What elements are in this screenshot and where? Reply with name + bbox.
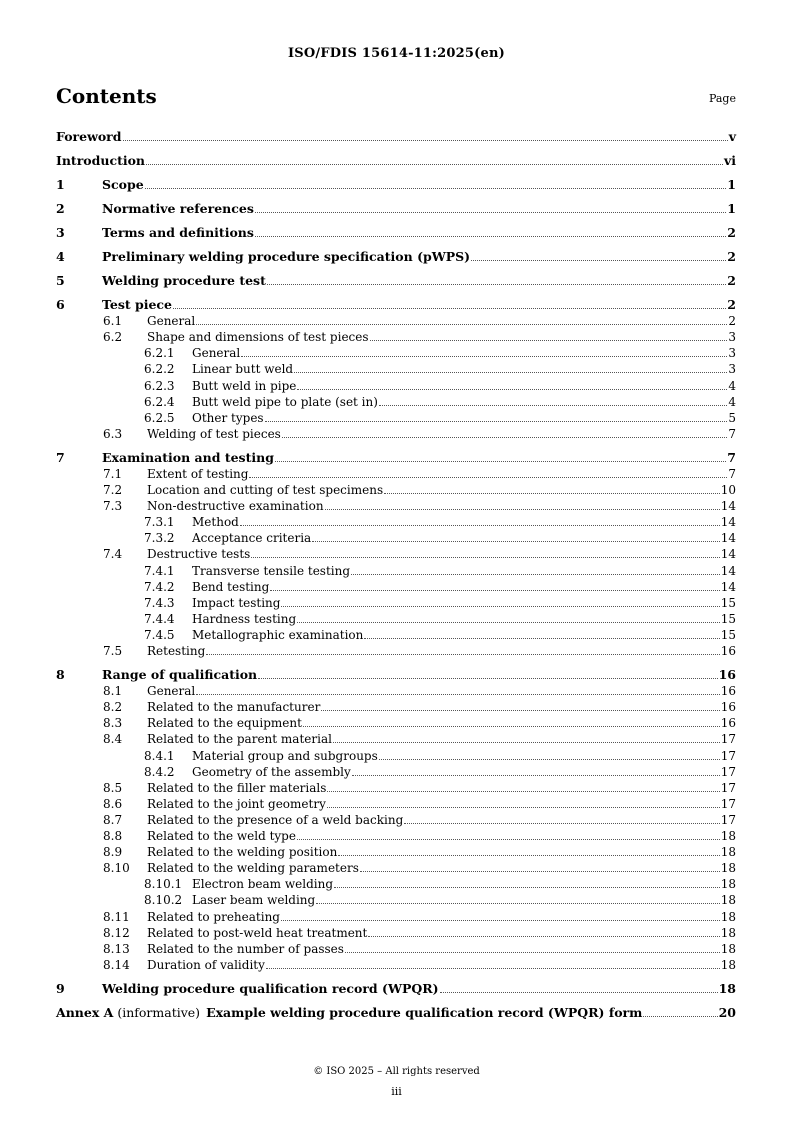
toc-entry-page: 18 xyxy=(720,925,736,940)
toc-entry-title: Acceptance criteria xyxy=(192,531,312,546)
dot-leader xyxy=(321,709,719,711)
toc-entry-number: 8.10 xyxy=(103,861,130,876)
page-column-label: Page xyxy=(708,92,736,105)
toc-entry-number: 7.4 xyxy=(103,547,123,562)
dot-leader xyxy=(240,524,720,526)
toc-entry-title: Method xyxy=(192,515,239,530)
toc-entry-page: 18 xyxy=(720,941,736,956)
toc-entry-title: General xyxy=(192,346,241,361)
toc-entry-number: 8.5 xyxy=(103,780,123,795)
toc-entry-number: 6.2.4 xyxy=(144,394,175,409)
dot-leader xyxy=(364,637,719,639)
toc-entry-page: 18 xyxy=(718,980,736,996)
dot-leader xyxy=(360,870,720,872)
toc-entry-page: 5 xyxy=(728,410,736,425)
toc-entry-title: Metallographic examination xyxy=(192,627,364,642)
toc-entry-page: 4 xyxy=(728,378,736,393)
dot-leader xyxy=(327,806,720,808)
toc-entry-page: 16 xyxy=(720,700,736,715)
toc-entry-page: 2 xyxy=(727,273,736,288)
toc-entry-number: 6.2.2 xyxy=(144,362,175,377)
toc-entry-page: 2 xyxy=(727,249,736,264)
toc-entry-title: Related to the welding position xyxy=(147,845,338,860)
toc-entry-page: 18 xyxy=(720,957,736,972)
toc-entry-page: 10 xyxy=(720,483,736,497)
toc-entry-number: 7 xyxy=(56,449,65,465)
toc-entry-number: 4 xyxy=(56,249,65,264)
toc-entry-title: Related to the presence of a weld backing xyxy=(147,812,404,827)
toc-entry-title: Normative references xyxy=(102,201,254,216)
toc-entry-number: 8.9 xyxy=(103,845,123,860)
toc-entry[interactable] xyxy=(56,954,736,972)
toc-entry-page: 14 xyxy=(720,531,736,546)
dot-leader xyxy=(338,854,719,856)
toc-entry-page: 17 xyxy=(720,748,736,763)
document-id-header: ISO/FDIS 15614-11:2025(en) xyxy=(288,46,505,61)
toc-entry-annex-a[interactable] xyxy=(56,1002,736,1020)
dot-leader xyxy=(196,323,727,325)
toc-entry-number: 8.13 xyxy=(103,941,130,956)
toc-entry-number: 7.4.1 xyxy=(144,563,175,578)
toc-entry-number: 8.10.2 xyxy=(144,893,183,908)
dot-leader xyxy=(334,886,720,888)
toc-entry-page: 2 xyxy=(728,314,736,329)
toc-entry[interactable] xyxy=(56,174,736,192)
toc-entry-page: 14 xyxy=(720,499,736,514)
dot-leader xyxy=(146,163,723,165)
dot-leader xyxy=(351,573,720,575)
toc-entry-number: 7.1 xyxy=(103,466,123,481)
toc-entry-page: 2 xyxy=(727,297,736,312)
dot-leader xyxy=(333,741,720,743)
toc-entry-title: Range of qualification xyxy=(102,667,258,682)
toc-entry-number: 8.4.1 xyxy=(144,748,175,763)
dot-leader xyxy=(379,758,720,760)
toc-entry-page: 3 xyxy=(728,330,736,345)
toc-entry-title: Impact testing xyxy=(192,595,281,610)
contents-title: Contents xyxy=(56,84,157,108)
toc-entry-page: vi xyxy=(723,153,736,168)
dot-leader xyxy=(370,339,728,341)
toc-entry-title: Linear butt weld xyxy=(192,362,294,377)
toc-entry-number: 7.4.3 xyxy=(144,595,175,610)
dot-leader xyxy=(255,235,726,237)
toc-entry-title: Bend testing xyxy=(192,579,270,594)
toc-entry-number: 8.12 xyxy=(103,925,130,940)
toc-entry-title: Terms and definitions xyxy=(102,225,254,240)
toc-entry-title: Shape and dimensions of test pieces xyxy=(147,330,369,345)
dot-leader xyxy=(258,677,717,679)
dot-leader xyxy=(345,951,720,953)
toc-entry[interactable] xyxy=(56,246,736,264)
toc-entry[interactable] xyxy=(56,978,736,996)
toc-entry-number: 7.2 xyxy=(103,483,123,497)
toc-entry-number: 3 xyxy=(56,225,65,240)
toc-entry-page: 17 xyxy=(720,732,736,747)
toc-entry-title: Electron beam welding xyxy=(192,877,334,892)
toc-entry-title: Laser beam welding xyxy=(192,893,316,908)
copyright-footer: © ISO 2025 – All rights reserved xyxy=(313,1066,480,1077)
toc-entry-number: 7.4.2 xyxy=(144,579,175,594)
toc-entry-title: Welding of test pieces xyxy=(147,426,281,441)
toc-entry-title: Hardness testing xyxy=(192,611,297,626)
toc-entry-title: Related to preheating xyxy=(147,909,280,924)
toc-entry-title: Welding procedure test xyxy=(102,273,266,288)
dot-leader xyxy=(316,902,720,904)
dot-leader xyxy=(206,653,719,655)
toc-entry-page: 1 xyxy=(727,177,736,192)
toc-entry-number: 8.3 xyxy=(103,716,123,731)
dot-leader xyxy=(297,388,727,390)
toc-entry-title: Foreword xyxy=(56,129,122,144)
toc-entry-page: 18 xyxy=(720,877,736,892)
toc-entry-number: 8.6 xyxy=(103,796,123,811)
toc-entry-number: 8.1 xyxy=(103,684,123,699)
toc-entry-title: Related to post-weld heat treatment xyxy=(147,925,368,940)
toc-entry-page: 15 xyxy=(720,595,736,610)
toc-entry-page: 1 xyxy=(727,201,736,216)
dot-leader xyxy=(352,774,720,776)
annex-type: (informative) xyxy=(117,1004,201,1020)
dot-leader xyxy=(255,211,726,213)
dot-leader xyxy=(281,605,719,607)
toc-entry-title: Extent of testing xyxy=(147,466,249,481)
dot-leader xyxy=(173,307,726,309)
toc-entry-number: 9 xyxy=(56,980,65,996)
toc-entry-page: 16 xyxy=(720,644,736,658)
toc-entry-number: 8.2 xyxy=(103,700,123,715)
toc-entry-number: 5 xyxy=(56,273,65,288)
dot-leader xyxy=(282,436,728,438)
dot-leader xyxy=(249,476,727,478)
toc-entry-number: 8 xyxy=(56,667,65,682)
dot-leader xyxy=(327,790,719,792)
toc-entry-page: 2 xyxy=(727,225,736,240)
dot-leader xyxy=(384,492,720,494)
toc-entry-page: 7 xyxy=(728,466,736,481)
toc-entry-title: Destructive tests xyxy=(147,547,251,562)
toc-entry[interactable] xyxy=(56,126,736,144)
toc-entry-page: 14 xyxy=(720,579,736,594)
toc-entry-title: Preliminary welding procedure specification (pWPS) xyxy=(102,249,471,264)
toc-entry-number: 6.1 xyxy=(103,314,123,329)
toc-entry-title: Duration of validity xyxy=(147,957,265,972)
dot-leader xyxy=(266,967,720,969)
annex-title: Example welding procedure qualification record (WPQR) form xyxy=(206,1004,643,1020)
toc-entry-title: Introduction xyxy=(56,153,146,168)
dot-leader xyxy=(267,283,726,285)
toc-entry[interactable] xyxy=(56,198,736,216)
toc-entry-title: Related to the weld type xyxy=(147,829,296,843)
toc-entry-page: 18 xyxy=(720,861,736,876)
toc-entry-number: 7.5 xyxy=(103,644,123,658)
toc-entry-number: 6.3 xyxy=(103,426,123,441)
toc-entry-number: 7.3.1 xyxy=(144,515,175,530)
toc-entry-title: Related to the equipment xyxy=(147,716,302,731)
dot-leader xyxy=(270,589,719,591)
toc-entry[interactable] xyxy=(56,640,736,658)
toc-entry-page: v xyxy=(728,129,736,144)
toc-entry-number: 8.8 xyxy=(103,829,123,843)
page-number: iii xyxy=(391,1085,402,1098)
toc-entry[interactable] xyxy=(56,423,736,441)
toc-entry-title: Geometry of the assembly xyxy=(192,764,351,779)
toc-entry-page: 17 xyxy=(720,780,736,795)
toc-entry-number: 8.11 xyxy=(103,909,130,924)
toc-entry-page: 7 xyxy=(728,426,736,441)
toc-entry-number: 8.4.2 xyxy=(144,764,175,779)
toc-entry-page: 18 xyxy=(720,829,736,843)
dot-leader xyxy=(312,540,720,542)
toc-entry-page: 14 xyxy=(720,563,736,578)
toc-entry-page: 16 xyxy=(720,684,736,699)
toc-entry-number: 6.2.1 xyxy=(144,346,175,361)
dot-leader xyxy=(241,355,727,357)
toc-entry-title: General xyxy=(147,314,196,329)
toc-entry[interactable] xyxy=(56,150,736,168)
toc-entry-number: 8.4 xyxy=(103,732,123,747)
toc-entry-title: Transverse tensile testing xyxy=(192,563,351,578)
toc-entry-title: Related to the manufacturer xyxy=(147,700,321,715)
dot-leader xyxy=(368,935,719,937)
toc-entry-number: 7.4.5 xyxy=(144,627,175,642)
toc-entry-title: Scope xyxy=(102,177,144,192)
toc-entry-page: 17 xyxy=(720,764,736,779)
annex-label: Annex A xyxy=(56,1004,114,1020)
toc-entry[interactable] xyxy=(56,270,736,288)
toc-entry-number: 8.14 xyxy=(103,957,130,972)
toc-entry-page: 14 xyxy=(720,547,736,562)
toc-entry-number: 6.2.5 xyxy=(144,410,175,425)
toc-entry-title: Non-destructive examination xyxy=(147,499,324,514)
toc-entry-title: Butt weld pipe to plate (set in) xyxy=(192,394,378,409)
dot-leader xyxy=(303,725,720,727)
toc-entry-page: 18 xyxy=(720,845,736,860)
dot-leader xyxy=(325,508,720,510)
toc-entry-title: Material group and subgroups xyxy=(192,748,378,763)
toc-entry-page: 3 xyxy=(728,362,736,377)
toc-entry-number: 7.3 xyxy=(103,499,123,514)
toc-entry-title: Related to the number of passes xyxy=(147,941,344,956)
toc-entry-page: 15 xyxy=(720,611,736,626)
toc-entry-number: 7.4.4 xyxy=(144,611,175,626)
dot-leader xyxy=(294,371,727,373)
toc-entry-title: Related to the welding parameters xyxy=(147,861,359,876)
toc-entry-page: 17 xyxy=(720,796,736,811)
toc-entry-title: Examination and testing xyxy=(102,449,274,465)
toc-entry-number: 1 xyxy=(56,177,65,192)
dot-leader xyxy=(404,822,719,824)
dot-leader xyxy=(471,259,726,261)
dot-leader xyxy=(297,621,720,623)
toc-entry-page: 16 xyxy=(718,667,736,682)
toc-entry-page: 4 xyxy=(728,394,736,409)
toc-entry-number: 7.3.2 xyxy=(144,531,175,546)
toc-entry-title: Retesting xyxy=(147,644,206,658)
dot-leader xyxy=(440,991,718,993)
dot-leader xyxy=(281,919,720,921)
toc-entry-number: 8.7 xyxy=(103,812,123,827)
dot-leader xyxy=(265,420,728,422)
toc-entry-title: Test piece xyxy=(102,297,172,312)
toc-entry-page: 3 xyxy=(728,346,736,361)
dot-leader xyxy=(145,187,727,189)
toc-entry-number: 6.2 xyxy=(103,330,123,345)
dot-leader xyxy=(379,404,727,406)
dot-leader xyxy=(123,139,728,141)
dot-leader xyxy=(275,460,726,462)
toc-entry-title: Other types xyxy=(192,410,264,425)
toc-entry-number: 6.2.3 xyxy=(144,378,175,393)
toc-entry-page: 16 xyxy=(720,716,736,731)
toc-entry-title: Welding procedure qualification record (WPQR) xyxy=(102,980,439,996)
toc-entry-page: 18 xyxy=(720,893,736,908)
toc-entry-title: Related to the filler materials xyxy=(147,780,327,795)
annex-page: 20 xyxy=(718,1004,736,1020)
toc-entry-number: 2 xyxy=(56,201,65,216)
toc-entry-title: General xyxy=(147,684,196,699)
toc-entry-page: 14 xyxy=(720,515,736,530)
toc-entry-title: Related to the parent material xyxy=(147,732,332,747)
toc-entry-number: 6 xyxy=(56,297,65,312)
toc-entry-title: Location and cutting of test specimens xyxy=(147,483,384,497)
toc-entry-page: 15 xyxy=(720,627,736,642)
dot-leader xyxy=(251,556,719,558)
toc-entry-page: 18 xyxy=(720,909,736,924)
toc-entry-title: Butt weld in pipe xyxy=(192,378,297,393)
toc-entry-title: Related to the joint geometry xyxy=(147,796,326,811)
dot-leader xyxy=(297,838,720,840)
dot-leader xyxy=(196,693,719,695)
toc-entry-page: 17 xyxy=(720,812,736,827)
dot-leader xyxy=(643,1015,717,1017)
toc-entry-page: 7 xyxy=(727,449,736,465)
toc-entry-number: 8.10.1 xyxy=(144,877,183,892)
toc-entry[interactable] xyxy=(56,222,736,240)
